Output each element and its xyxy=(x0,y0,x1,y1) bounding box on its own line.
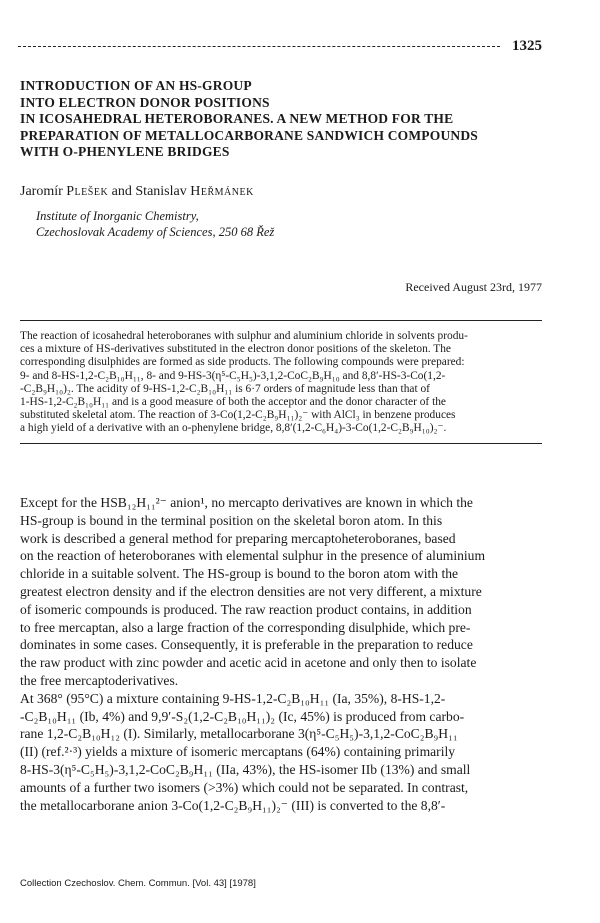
article-title xyxy=(20,78,560,161)
body-line: At 368° (95°C) a mixture containing 9-HS-1,2-C₂B₁₀H₁₁ (Ia, 35%), 8-HS-1,2- xyxy=(20,690,446,706)
abstract xyxy=(20,330,548,436)
body-line: to free mercaptan, also a large fraction of the corresponding disulphide, which pre- xyxy=(20,619,471,635)
body-line: greatest electron density and if the electron densities are not very different, a mixture xyxy=(20,583,482,599)
abstract-bottom-rule xyxy=(20,443,542,444)
abstract-line: corresponding disulphides are formed as side products. The following compounds were prepared: xyxy=(20,356,465,369)
affiliation xyxy=(36,208,274,240)
header-rule xyxy=(18,46,500,47)
received-date: Received August 23rd, 1977 xyxy=(405,280,542,294)
title-line: WITH O-PHENYLENE BRIDGES xyxy=(20,144,230,159)
title-line: PREPARATION OF METALLOCARBORANE SANDWICH COMPOUNDS xyxy=(20,127,479,143)
abstract-top-rule xyxy=(20,320,542,321)
author-surname: Plešek xyxy=(66,184,109,199)
body-line: work is described a general method for preparing mercaptoheteroboranes, based xyxy=(20,530,456,546)
title-line: INTRODUCTION OF AN HS-GROUP xyxy=(20,78,252,93)
authors xyxy=(20,184,254,200)
body-line: the metallocarborane anion 3-Co(1,2-C₂B₉H₁₁)₂⁻ (III) is converted to the 8,8′- xyxy=(20,797,446,813)
abstract-line: 9- and 8-HS-1,2-C₂B₁₀H₁₁, 8- and 9-HS-3(η⁵-C₅H₅)-3,1,2-CoC₂B₉H₁₀ and 8,8′-HS-3-Co(1,2- xyxy=(20,369,446,382)
affiliation-line: Institute of Inorganic Chemistry, xyxy=(36,209,199,223)
abstract-line: 1-HS-1,2-C₂B₁₀H₁₁ and is a good measure of both the acceptor and the donor character of the xyxy=(20,396,446,409)
journal-footer: Collection Czechoslov. Chem. Commun. [Vol. 43] [1978] xyxy=(20,878,256,889)
author-given-name: Jaromír xyxy=(20,184,63,199)
author-given-name: Stanislav xyxy=(135,184,187,199)
body-line: the raw product with zinc powder and acetic acid in acetone and only then to isolate xyxy=(20,655,477,671)
affiliation-line: Czechoslovak Academy of Sciences, 250 68 Řež xyxy=(36,225,275,239)
body-line: on the reaction of heteroboranes with elemental sulphur in the presence of aluminium xyxy=(20,548,486,564)
author-surname: Heřmánek xyxy=(190,184,254,199)
title-line: IN ICOSAHEDRAL HETEROBORANES. A NEW METHOD FOR THE xyxy=(20,111,454,126)
title-line: INTO ELECTRON DONOR POSITIONS xyxy=(20,94,270,110)
page-number: 1325 xyxy=(512,38,542,54)
body-line: of isomeric compounds is produced. The raw reaction product contains, in addition xyxy=(20,601,472,617)
abstract-line: a high yield of a derivative with an o-phenylene bridge, 8,8′(1,2-C₆H₄)-3-Co(1,2-C₂B₉H₁₀)₂⁻. xyxy=(20,422,447,435)
body-line: chloride in a suitable solvent. The HS-group is bound to the boron atom with the xyxy=(20,566,459,582)
abstract-line: substituted skeletal atom. The reaction of 3-Co(1,2-C₂B₉H₁₁)₂⁻ with AlCl₃ in benzene produces xyxy=(20,409,456,422)
body-line: -C₂B₁₀H₁₁ (Ib, 4%) and 9,9′-S₂(1,2-C₂B₁₀H₁₁)₂ (Ic, 45%) is produced from carbo- xyxy=(20,708,465,724)
author-conjunction: and xyxy=(111,184,132,199)
body-line: Except for the HSB₁₂H₁₁²⁻ anion¹, no mercapto derivatives are known in which the xyxy=(20,495,473,510)
abstract-line: ces a mixture of HS-derivatives substituted in the electron donor positions of the skeleton. The xyxy=(20,343,451,356)
body-line: (II) (ref.²·³) yields a mixture of isomeric mercaptans (64%) containing primarily xyxy=(20,744,456,760)
body-line: rane 1,2-C₂B₁₀H₁₂ (I). Similarly, metallocarborane 3(η⁵-C₅H₅)-3,1,2-CoC₂B₉H₁₁ xyxy=(20,726,458,742)
abstract-line: -C₂B₉H₁₀)₂. The acidity of 9-HS-1,2-C₂B₁₀H₁₁ is 6·7 orders of magnitude less than that of xyxy=(20,382,430,395)
body-line: the free mercaptoderivatives. xyxy=(20,672,179,688)
body-text xyxy=(20,494,550,814)
body-line: amounts of a further two isomers (>3%) which could not be separated. In contrast, xyxy=(20,779,469,795)
abstract-line: The reaction of icosahedral heteroboranes with sulphur and aluminium chloride in solvents produ- xyxy=(20,330,468,342)
body-line: dominates in some cases. Consequently, it is preferable in the preparation to reduce xyxy=(20,637,473,653)
body-line: 8-HS-3(η⁵-C₅H₅)-3,1,2-CoC₂B₉H₁₁ (IIa, 43%), the HS-isomer IIb (13%) and small xyxy=(20,761,471,777)
body-line: HS-group is bound in the terminal position on the skeletal boron atom. In this xyxy=(20,512,443,528)
